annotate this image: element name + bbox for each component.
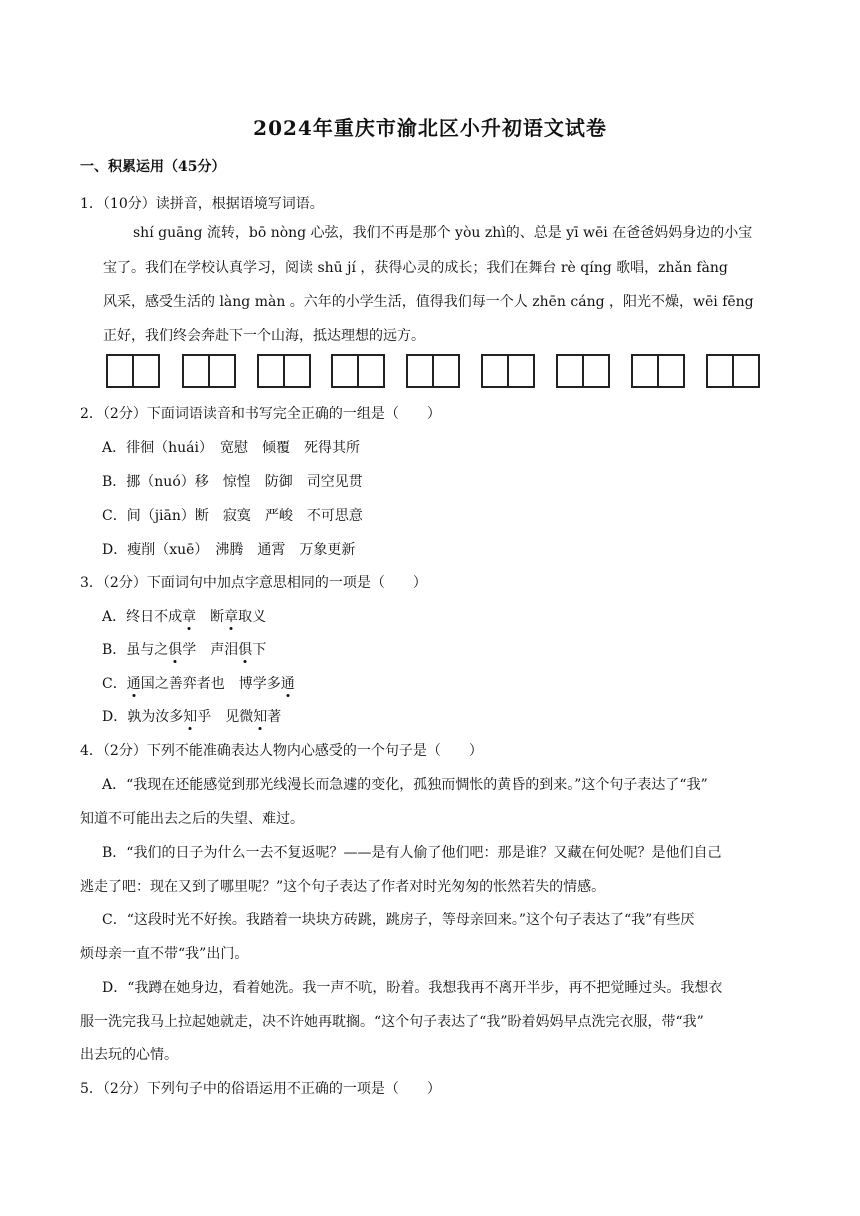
question-3-option-b[interactable]: B．虽与之俱学 声泪俱下	[102, 642, 267, 658]
question-3-option-d[interactable]: D．孰为汝多知乎 见微知著	[102, 709, 282, 725]
question-4-text: 服一洗完我马上拉起她就走，决不许她再耽搁。“这个句子表达了“我”盼着妈妈早点洗完衣服，带“我”	[80, 1014, 704, 1030]
question-4-stem: 4．（2分）下列不能准确表达人物内心感受的一个句子是（ ）	[80, 743, 483, 759]
question-4-option-b[interactable]: B．“我们的日子为什么一去不复返呢？——是有人偷了他们吧：那是谁？又藏在何处呢？是他们自己	[102, 845, 722, 861]
question-5-stem: 5．（2分）下列句子中的俗语运用不正确的一项是（ ）	[80, 1081, 441, 1097]
question-1-line-3: 风采，感受生活的 làng màn 。六年的小学生活，值得我们每一个人 zhēn cáng ，阳光不燥，wēi fēng	[103, 294, 754, 310]
answer-grid-7[interactable]	[556, 354, 610, 388]
question-3-option-c[interactable]: C．通国之善弈者也 博学多通	[102, 676, 295, 692]
answer-grid-3[interactable]	[257, 354, 311, 388]
emphasis-char: 章	[224, 609, 239, 625]
emphasis-char: 俱	[168, 642, 183, 658]
question-3-option-a[interactable]: A．终日不成章 断章取义	[102, 609, 267, 625]
question-4-text: 出去玩的心情。	[80, 1047, 178, 1063]
question-2-stem: 2．（2分）下面词语读音和书写完全正确的一组是（ ）	[80, 406, 441, 422]
answer-grid-1[interactable]	[106, 354, 160, 388]
answer-grid-9[interactable]	[706, 354, 760, 388]
question-4-option-c[interactable]: C．“这段时光不好挨。我踏着一块块方砖跳，跳房子，等母亲回来。”这个句子表达了“我”有些厌	[102, 912, 695, 928]
question-2-option-c[interactable]: C．间（jiān）断 寂寞 严峻 不可思意	[102, 508, 363, 524]
answer-grid-8[interactable]	[631, 354, 685, 388]
question-4-text: 烦母亲一直不带“我”出门。	[80, 946, 249, 962]
answer-grid-5[interactable]	[406, 354, 460, 388]
question-4-option-d[interactable]: D．“我蹲在她身边，看着她洗。我一声不吭，盼着。我想我再不离开半步，再不把觉睡过头。我想衣	[102, 980, 723, 996]
question-1-line-2: 宝了。我们在学校认真学习，阅读 shū jí ，获得心灵的成长；我们在舞台 rè qíng 歌唱，zhǎn fàng	[103, 260, 728, 276]
answer-grid-6[interactable]	[481, 354, 535, 388]
answer-grid-4[interactable]	[331, 354, 385, 388]
emphasis-char: 通	[126, 676, 141, 692]
question-2-option-a[interactable]: A．徘徊（huái） 宽慰 倾覆 死得其所	[102, 440, 360, 456]
question-2-option-d[interactable]: D．瘦削（xuē） 沸腾 通霄 万象更新	[102, 542, 356, 558]
question-1-line-4: 正好，我们终会奔赴下一个山海，抵达理想的远方。	[103, 328, 425, 344]
question-4-text: 知道不可能出去之后的失望、难过。	[80, 811, 304, 827]
page-title: 2024年重庆市渝北区小升初语文试卷	[253, 116, 607, 140]
section-heading: 一、积累运用（45分）	[80, 159, 226, 175]
question-1-stem: 1．（10分）读拼音，根据语境写词语。	[80, 196, 324, 212]
question-2-option-b[interactable]: B．挪（nuó）移 惊惶 防御 司空见贯	[102, 474, 363, 490]
emphasis-char: 通	[280, 676, 295, 692]
emphasis-char: 知	[183, 709, 198, 725]
question-4-option-a[interactable]: A．“我现在还能感觉到那光线漫长而急遽的变化，孤独而惆怅的黄昏的到来。”这个句子表达了“我”	[102, 777, 708, 793]
emphasis-char: 知	[253, 709, 268, 725]
emphasis-char: 章	[182, 609, 197, 625]
answer-grid-2[interactable]	[182, 354, 236, 388]
emphasis-char: 俱	[238, 642, 253, 658]
question-3-stem: 3．（2分）下面词句中加点字意思相同的一项是（ ）	[80, 575, 427, 591]
question-1-line-1: shí guāng 流转，bō nòng 心弦，我们不再是那个 yòu zhì的、总是 yī wēi 在爸爸妈妈身边的小宝	[133, 225, 753, 241]
question-4-text: 逃走了吧：现在又到了哪里呢？”这个句子表达了作者对时光匆匆的怅然若失的情感。	[80, 879, 606, 895]
